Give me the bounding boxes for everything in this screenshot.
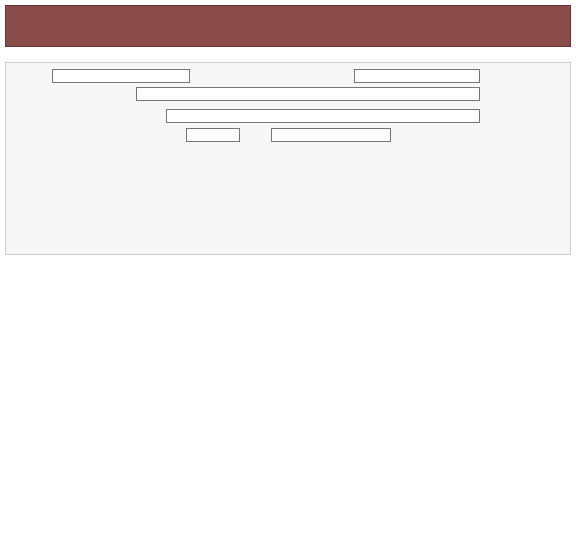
title-bar <box>5 5 571 47</box>
announce-field <box>52 69 190 83</box>
deadline-date-field <box>271 128 391 142</box>
buyer-field <box>136 87 480 101</box>
need-info-form <box>5 62 571 255</box>
creator-field <box>166 109 480 123</box>
need-number-field <box>354 69 480 83</box>
deadline-time-field <box>186 128 240 142</box>
